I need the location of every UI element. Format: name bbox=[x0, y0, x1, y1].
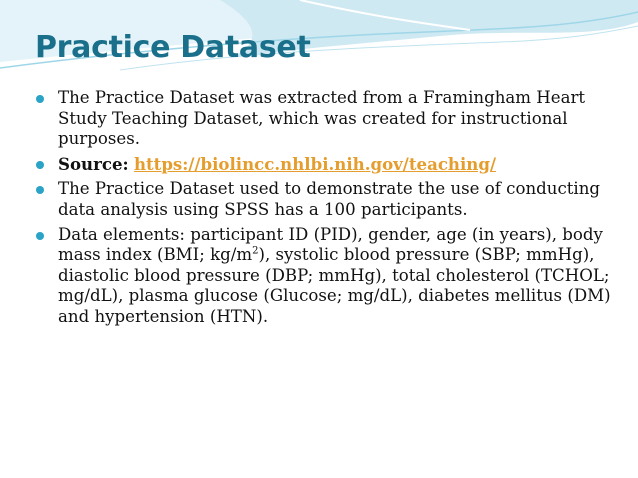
bullet-item-participants bbox=[36, 179, 616, 220]
bullet-list bbox=[36, 88, 616, 332]
bullet-dot-icon bbox=[36, 161, 44, 169]
bullet-text: The Practice Dataset was extracted from a Framingham Heart Study Teaching Dataset, which was created for instructional purposes. bbox=[58, 88, 586, 149]
bullet-dot-icon bbox=[36, 95, 44, 103]
superscript-2: 2 bbox=[252, 245, 259, 257]
bullet-dot-icon bbox=[36, 186, 44, 194]
source-label: Source: bbox=[58, 153, 129, 174]
bullet-dot-icon bbox=[36, 232, 44, 240]
bullet-item-dataset-origin bbox=[36, 88, 616, 150]
bullet-item-source bbox=[36, 154, 616, 176]
bullet-item-data-elements bbox=[36, 225, 616, 328]
bullet-text: The Practice Dataset used to demonstrate the use of conducting data analysis using SPSS has a 100 participants. bbox=[58, 179, 601, 219]
slide-title: Practice Dataset bbox=[35, 30, 311, 65]
bullet-text-part-1: Data elements: participant ID (PID), gender, age (in years), body mass index (BMI; kg/m bbox=[58, 224, 603, 265]
bullet-text-part-2: ), systolic blood pressure (SBP; mmHg), diastolic blood pressure (DBP; mmHg), total cholesterol (TCHOL; mg/dL), plasma glucose (Glucose; mg/dL), diabetes mellitus (DM) and hypertension (HTN). bbox=[58, 245, 611, 326]
source-link[interactable]: https://biolincc.nhlbi.nih.gov/teaching/ bbox=[133, 153, 497, 174]
